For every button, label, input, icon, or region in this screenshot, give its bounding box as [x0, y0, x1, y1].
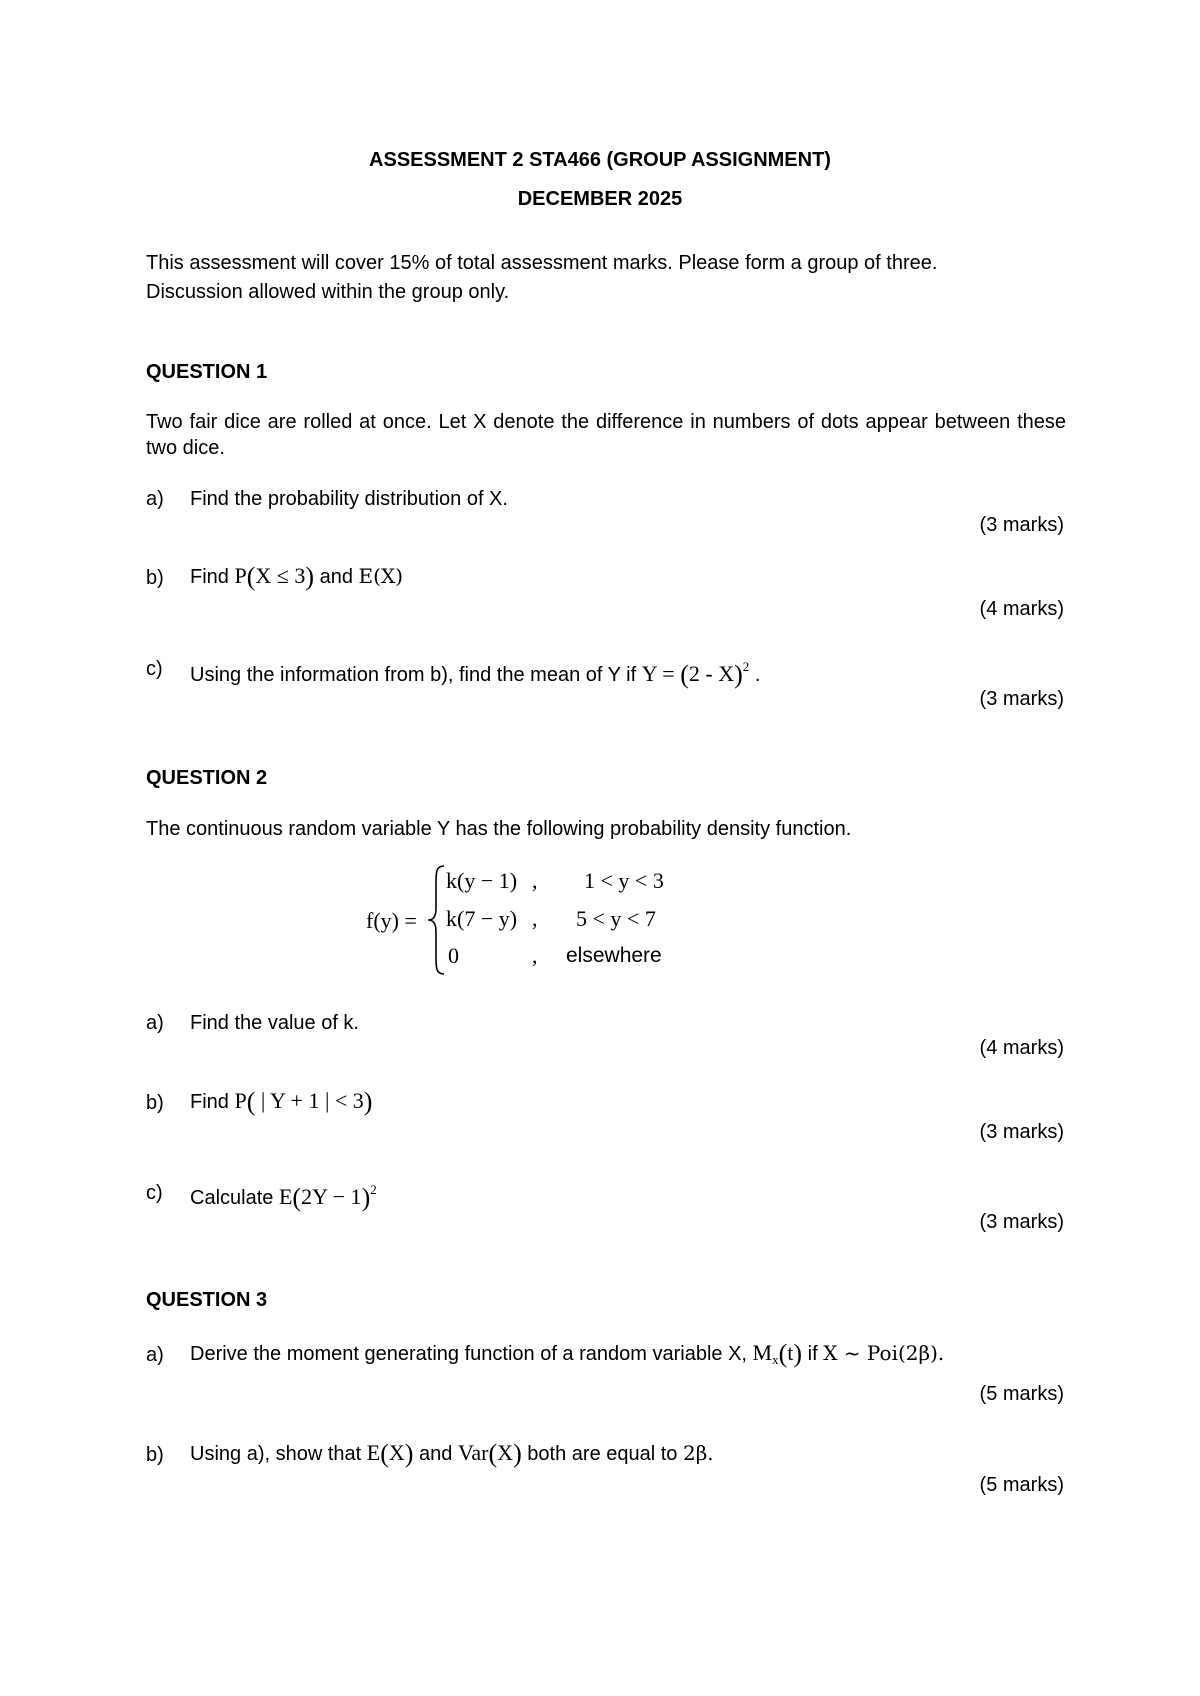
pdf-row2-cond: 5 < y < 7	[576, 906, 656, 931]
q2c-exponent: 2	[370, 1182, 377, 1197]
q1b-and: and	[319, 566, 353, 588]
q3b-text	[190, 1440, 714, 1467]
q3a-m-subscript: x	[772, 1352, 779, 1367]
q3a-marks: (5 marks)	[979, 1383, 1064, 1405]
q3a-t: t	[787, 1340, 794, 1365]
assessment-date: DECEMBER 2025	[517, 188, 683, 210]
q3b-value: 2β.	[682, 1441, 714, 1465]
q3a-stem: Derive the moment generating function of a random variable X,	[190, 1343, 747, 1365]
intro-line-1: This assessment will cover 15% of total assessment marks. Please form a group of three.	[146, 252, 938, 274]
q3b-e-symbol: E	[366, 1440, 381, 1465]
q1c-inner: 2 - X	[688, 661, 735, 686]
q3b-var-arg: X	[497, 1440, 514, 1465]
question-1-stem: Two fair dice are rolled at once. Let X denote the difference in numbers of dots appear between these two dice.	[146, 411, 1066, 459]
pdf-row3-sep: ,	[532, 943, 538, 968]
pdf-row1-cond: 1 < y < 3	[584, 868, 664, 893]
q2b-label: b)	[146, 1092, 164, 1114]
q1b-e-arg: X	[380, 564, 396, 588]
q2b-text	[190, 1088, 372, 1115]
q2b-marks: (3 marks)	[979, 1121, 1064, 1143]
assessment-title: ASSESSMENT 2 STA466 (GROUP ASSIGNMENT)	[369, 149, 831, 171]
q1c-formula: Y = (2 - X)$^2$	[641, 659, 750, 689]
intro-line-2: Discussion allowed within the group only.	[146, 281, 510, 303]
q1c-marks: (3 marks)	[979, 688, 1064, 710]
q2b-prob-arg: | Y + 1 | < 3	[260, 1088, 364, 1113]
q3a-if: if	[807, 1343, 818, 1365]
question-3-heading: QUESTION 3	[146, 1289, 268, 1311]
q1b-marks: (4 marks)	[979, 598, 1064, 620]
question-1-heading: QUESTION 1	[146, 361, 268, 383]
q1b-p-symbol: P	[234, 563, 247, 588]
q3b-var-symbol: Var	[457, 1440, 489, 1465]
q3b-label: b)	[146, 1444, 164, 1466]
q1a-marks: (3 marks)	[979, 514, 1064, 536]
q2c-inner: 2Y − 1	[301, 1184, 362, 1209]
q3b-and: and	[419, 1443, 453, 1465]
q2a-text: Find the value of k.	[190, 1012, 359, 1034]
q2c-expectation: $E(2Y - 1)^2$	[278, 1182, 377, 1212]
q1b-find: Find	[190, 566, 229, 588]
q2b-prob: P( | Y + 1 | < 3)	[234, 1087, 373, 1116]
pdf-row1-sep: ,	[532, 868, 538, 893]
q3b-variance: Var(X)	[457, 1439, 522, 1468]
q3b-post: both are equal to	[527, 1443, 678, 1465]
q2c-e-symbol: E	[278, 1184, 293, 1209]
q3b-expectation: E(X)	[366, 1439, 414, 1468]
q1c-label: c)	[146, 658, 163, 680]
q1c-text	[190, 654, 760, 688]
q3a-label: a)	[146, 1344, 164, 1366]
q1c-stem: Using the information from b), find the mean of Y if	[190, 664, 637, 686]
pdf-row2-sep: ,	[532, 906, 538, 931]
q3a-mgf: $M_x(t)$	[752, 1339, 803, 1368]
question-2-stem: The continuous random variable Y has the following probability density function.	[146, 818, 852, 840]
q2a-marks: (4 marks)	[979, 1037, 1064, 1059]
q3a-m-symbol: M	[752, 1340, 773, 1365]
q3a-text	[190, 1340, 944, 1373]
q1a-label: a)	[146, 488, 164, 510]
q1b-prob: P(X ≤ 3)	[234, 562, 315, 591]
q2c-text	[190, 1177, 377, 1211]
q1b-label: b)	[146, 567, 164, 589]
q2c-marks: (3 marks)	[979, 1211, 1064, 1233]
pdf-definition	[366, 862, 726, 982]
q3b-stem: Using a), show that	[190, 1443, 362, 1465]
q3b-marks: (5 marks)	[979, 1474, 1064, 1496]
q3a-distribution: X ~ Poi(2β).	[823, 1341, 945, 1365]
q2c-label: c)	[146, 1182, 163, 1204]
q1a-text: Find the probability distribution of X.	[190, 488, 508, 510]
q2b-p-symbol: P	[234, 1088, 247, 1113]
pdf-row2-expr: k(7 − y)	[446, 906, 518, 931]
q2b-find: Find	[190, 1091, 229, 1113]
q2c-calculate: Calculate	[190, 1187, 274, 1209]
pdf-row3-cond: elsewhere	[566, 944, 662, 967]
q1c-lhs: Y =	[641, 661, 675, 686]
pdf-brace	[426, 864, 448, 976]
question-2-heading: QUESTION 2	[146, 767, 268, 789]
q1c-exponent: 2	[742, 659, 750, 674]
pdf-row3-expr: 0	[448, 943, 459, 968]
q1b-prob-arg: X ≤ 3	[255, 563, 306, 588]
q1c-period: .	[754, 664, 761, 686]
q3b-e-arg: X	[388, 1440, 405, 1465]
pdf-lhs: f(y) =	[366, 908, 417, 933]
q1b-e-symbol: E	[358, 564, 374, 588]
q2a-label: a)	[146, 1012, 164, 1034]
q1b-expectation: E(X)	[358, 564, 404, 588]
pdf-row1-expr: k(y − 1)	[446, 868, 518, 893]
q1b-text	[190, 563, 403, 590]
